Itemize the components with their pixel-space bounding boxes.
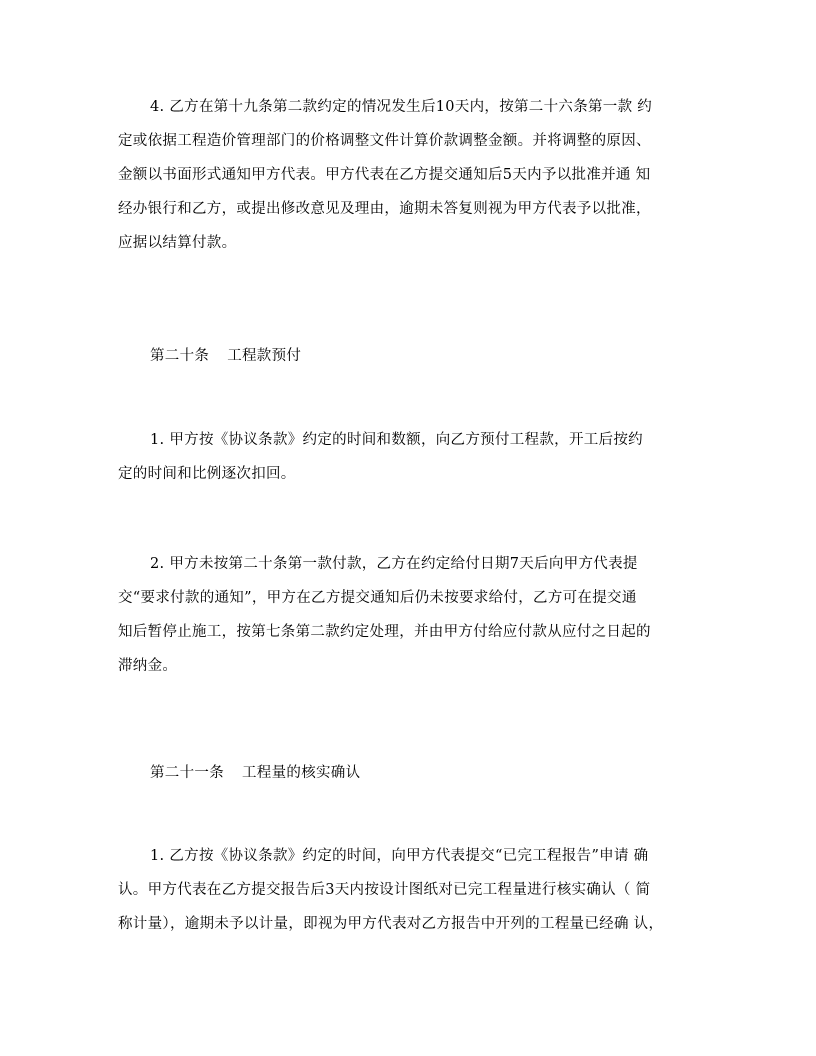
paragraph-advance-payment — [118, 423, 698, 491]
text-line: 经办银行和乙方，或提出修改意见及理由，逾期未答复则视为甲方代表予以批准， — [118, 201, 651, 217]
text-line: 滞纳金。 — [118, 658, 178, 674]
text-line: 金额以书面形式通知甲方代表。甲方代表在乙方提交通知后5天内予以批准并通 知 — [118, 167, 651, 183]
article-20-heading — [150, 339, 301, 373]
text-line: 1. 甲方按《协议条款》约定的时间和数额，向乙方预付工程款，开工后按约 — [150, 432, 643, 448]
text-line: 应据以结算付款。 — [118, 235, 237, 251]
text-line: 定或依据工程造价管理部门的价格调整文件计算价款调整金额。并将调整的原因、 — [118, 133, 651, 149]
text-line: 知后暂停止施工，按第七条第二款约定处理，并由甲方付给应付款从应付之日起的 — [118, 624, 651, 640]
article-title: 工程量的核实确认 — [242, 765, 361, 781]
article-number: 第二十一条 — [150, 765, 224, 781]
text-line: 称计量），逾期未予以计量，即视为甲方代表对乙方报告中开列的工程量已经确 认， — [118, 916, 664, 932]
text-line: 交“要求付款的通知”，甲方在乙方提交通知后仍未按要求给付，乙方可在提交通 — [118, 590, 637, 606]
text-line: 定的时间和比例逐次扣回。 — [118, 466, 296, 482]
text-line: 1. 乙方按《协议条款》约定的时间，向甲方代表提交“已完工程报告”申请 确 — [150, 848, 649, 864]
article-21-heading — [150, 756, 360, 790]
paragraph-price-adjustment — [118, 90, 698, 260]
text-line: 2. 甲方未按第二十条第一款付款，乙方在约定给付日期7天后向甲方代表提 — [150, 556, 638, 572]
text-line: 认。甲方代表在乙方提交报告后3天内按设计图纸对已完工程量进行核实确认（ 简 — [118, 882, 651, 898]
article-title: 工程款预付 — [227, 348, 302, 364]
paragraph-payment-default — [118, 547, 698, 683]
article-number: 第二十条 — [150, 348, 210, 364]
text-line: 4. 乙方在第十九条第二款约定的情况发生后10天内，按第二十六条第一款 约 — [150, 99, 653, 115]
paragraph-quantity-confirmation — [118, 839, 698, 941]
